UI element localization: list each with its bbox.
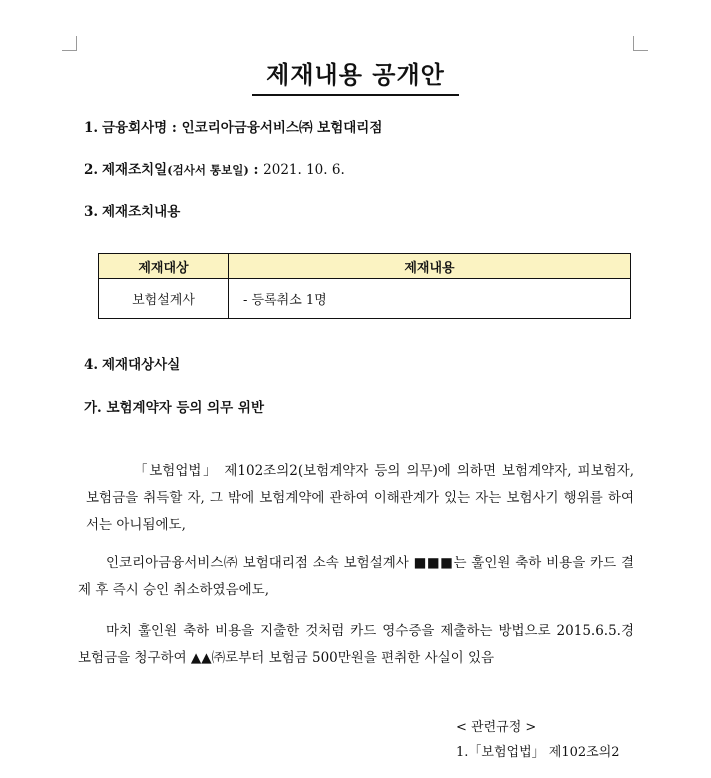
paragraph-agent: 인코리아금융서비스㈜ 보험대리점 소속 보험설계사 ■■■는 훌인원 축하 비용을 카드 결제 후 즉시 승인 취소하였음에도,	[78, 555, 634, 598]
regulation-item: 1.「보험업법」 제102조의2	[456, 745, 620, 760]
item-company: 1. 금융회사명 : 인코리아금융서비스㈜ 보험대리점	[84, 120, 383, 136]
table-row	[99, 279, 631, 319]
paragraph-fraud: 마치 훌인원 축하 비용을 지출한 것처럼 카드 영수증을 제출하는 방법으로 2015.6.5.경 보험금을 청구하여 ▲▲㈜로부터 보험금 500만원을 편취한 사실이 있음	[78, 623, 634, 666]
table-header-content: 제재내용	[229, 254, 631, 279]
item-action-content: 3. 제재조치내용	[84, 204, 181, 220]
item-action-date: 2. 제재조치일(검사서 통보일) : 2021. 10. 6.	[84, 162, 345, 178]
sanction-table	[98, 253, 631, 319]
subheading-violation: 가. 보험계약자 등의 의무 위반	[84, 400, 264, 416]
document-title: 제재내용 공개안	[252, 55, 459, 96]
regulation-heading: < 관련규정 >	[456, 720, 537, 735]
item-facts: 4. 제재대상사실	[84, 357, 181, 373]
table-cell-target: 보험설계사	[99, 279, 229, 319]
page-corner-mark-left	[62, 36, 77, 51]
page-corner-mark-right	[633, 36, 648, 51]
paragraph-law: 「보험업법」 제102조의2(보험계약자 등의 의무)에 의하면 보험계약자, 피보험자, 보험금을 취득할 자, 그 밖에 보험계약에 관하여 이해관계가 있는 자는 보험사기 행위를 하여서는 아니됨에도,	[86, 463, 634, 533]
document-title-wrap	[0, 55, 711, 96]
table-header-target: 제재대상	[99, 254, 229, 279]
table-cell-content: - 등록취소 1명	[229, 279, 631, 319]
